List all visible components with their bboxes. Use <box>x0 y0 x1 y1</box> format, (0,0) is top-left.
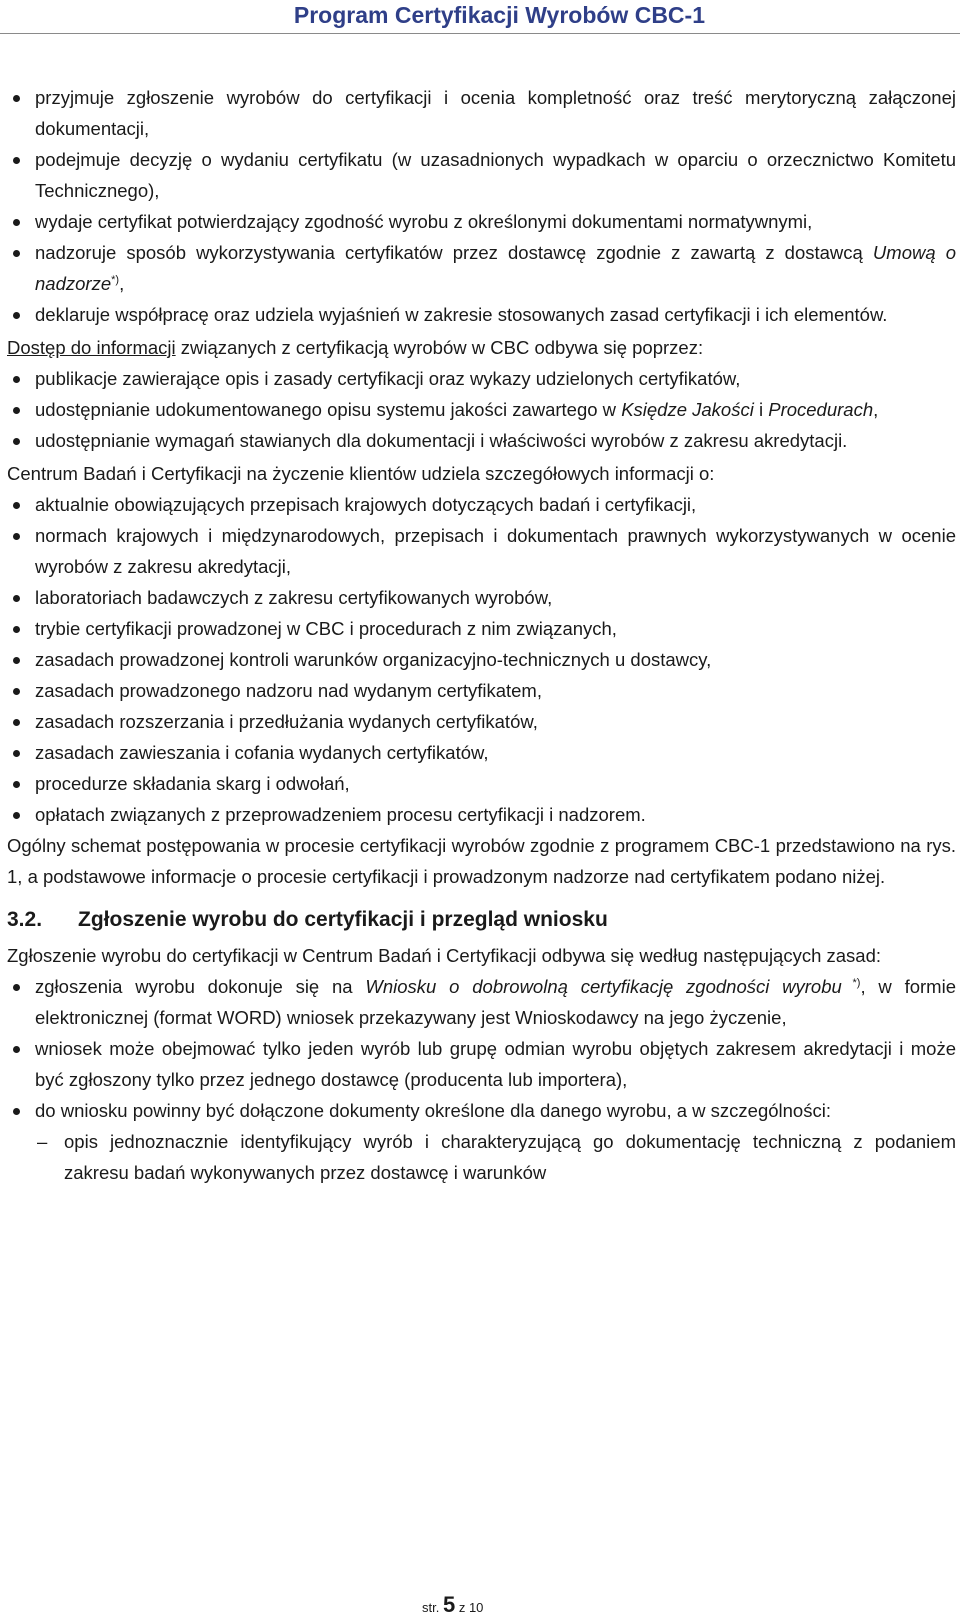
list-item: zasadach prowadzonego nadzoru nad wydanym certyfikatem, <box>7 675 956 706</box>
page-header <box>0 0 960 36</box>
bullet-icon <box>13 157 20 164</box>
page-footer <box>422 1592 483 1618</box>
list-item: laboratoriach badawczych z zakresu certyfikowanych wyrobów, <box>7 582 956 613</box>
scheme-paragraph: Ogólny schemat postępowania w procesie certyfikacji wyrobów zgodnie z programem CBC-1 przedstawiono na rys. 1, a podstawowe informacje o procesie certyfikacji i prowadzonym nadzorze nad certyfikatem podano niżej. <box>7 835 956 887</box>
bullet-icon <box>13 1046 20 1053</box>
header-title: Program Certyfikacji Wyrobów CBC-1 <box>293 2 705 28</box>
bullet-icon <box>13 250 20 257</box>
list-item: trybie certyfikacji prowadzonej w CBC i procedurach z nim związanych, <box>7 613 956 644</box>
list-item: wydaje certyfikat potwierdzający zgodność wyrobu z określonymi dokumentami normatywnymi, <box>7 206 956 237</box>
rules-list <box>7 971 956 1188</box>
bullet-icon <box>13 781 20 788</box>
list-item: procedurze składania skarg i odwołań, <box>7 768 956 799</box>
bullet-icon <box>13 1108 20 1115</box>
list-item: opłatach związanych z przeprowadzeniem procesu certyfikacji i nadzorem. <box>7 799 956 830</box>
info-intro: Centrum Badań i Certyfikacji na życzenie klientów udziela szczegółowych informacji o: <box>7 463 715 484</box>
list-item: aktualnie obowiązujących przepisach krajowych dotyczących badań i certyfikacji, <box>7 489 956 520</box>
bullet-icon <box>13 219 20 226</box>
list-item: do wniosku powinny być dołączone dokumenty określone dla danego wyrobu, a w szczególności: <box>7 1095 956 1126</box>
page-number: 5 <box>442 1592 456 1617</box>
bullet-icon <box>13 502 20 509</box>
list-item: udostępnianie wymagań stawianych dla dokumentacji i właściwości wyrobów z zakresu akredytacji. <box>7 425 956 456</box>
list-item: zgłoszenia wyrobu dokonuje się na Wniosku o dobrowolną certyfikację zgodności wyrobu *), w formie elektronicznej (format WORD) wniosek przekazywany jest Wnioskodawcy na jego życzenie, <box>7 971 956 1033</box>
duties-list <box>7 82 956 330</box>
section-heading <box>7 904 956 935</box>
list-item: udostępnianie udokumentowanego opisu systemu jakości zawartego w Księdze Jakości i Procedurach, <box>7 394 956 425</box>
list-item: zasadach prowadzonej kontroli warunków organizacyjno-technicznych u dostawcy, <box>7 644 956 675</box>
list-item: nadzoruje sposób wykorzystywania certyfikatów przez dostawcę zgodnie z zawartą z dostawcą Umową o nadzorze*), <box>7 237 956 299</box>
bullet-icon <box>13 438 20 445</box>
list-item: normach krajowych i międzynarodowych, przepisach i dokumentach prawnych wykorzystywanych w ocenie wyrobów z zakresu akredytacji, <box>7 520 956 582</box>
access-list <box>7 363 956 456</box>
dash-icon: – <box>37 1131 48 1152</box>
bullet-icon <box>13 657 20 664</box>
bullet-icon <box>13 312 20 319</box>
bullet-icon <box>13 407 20 414</box>
list-item: podejmuje decyzję o wydaniu certyfikatu (w uzasadnionych wypadkach w oparciu o orzecznictwo Komitetu Technicznego), <box>7 144 956 206</box>
bullet-icon <box>13 719 20 726</box>
list-item: wniosek może obejmować tylko jeden wyrób lub grupę odmian wyrobu objętych zakresem akredytacji i może być zgłoszony tylko przez jednego dostawcę (producenta lub importera), <box>7 1033 956 1095</box>
bullet-icon <box>13 95 20 102</box>
footer-prefix: str. <box>422 1600 440 1615</box>
list-item: zasadach rozszerzania i przedłużania wydanych certyfikatów, <box>7 706 956 737</box>
section-title: Zgłoszenie wyrobu do certyfikacji i przegląd wniosku <box>78 908 608 931</box>
bullet-icon <box>13 984 20 991</box>
section-intro: Zgłoszenie wyrobu do certyfikacji w Centrum Badań i Certyfikacji odbywa się według następujących zasad: <box>7 945 882 966</box>
bullet-icon <box>13 626 20 633</box>
page-content <box>7 82 956 1188</box>
info-list <box>7 489 956 830</box>
bullet-icon <box>13 750 20 757</box>
section-number: 3.2. <box>7 908 43 931</box>
list-item: publikacje zawierające opis i zasady certyfikacji oraz wykazy udzielonych certyfikatów, <box>7 363 956 394</box>
bullet-icon <box>13 533 20 540</box>
sub-list-item: – opis jednoznacznie identyfikujący wyrób i charakteryzującą go dokumentację techniczną z podaniem zakresu badań wykonywanych przez dostawcę i warunków <box>7 1126 956 1188</box>
list-item: deklaruje współpracę oraz udziela wyjaśnień w zakresie stosowanych zasad certyfikacji i ich elementów. <box>7 299 956 330</box>
header-divider <box>0 33 960 34</box>
bullet-icon <box>13 812 20 819</box>
list-item: zasadach zawieszania i cofania wydanych certyfikatów, <box>7 737 956 768</box>
access-intro: Dostęp do informacji związanych z certyfikacją wyrobów w CBC odbywa się poprzez: <box>7 337 704 358</box>
bullet-icon <box>13 688 20 695</box>
footer-suffix: z 10 <box>458 1600 484 1615</box>
bullet-icon <box>13 595 20 602</box>
list-item: przyjmuje zgłoszenie wyrobów do certyfikacji i ocenia kompletność oraz treść merytoryczną załączonej dokumentacji, <box>7 82 956 144</box>
bullet-icon <box>13 376 20 383</box>
